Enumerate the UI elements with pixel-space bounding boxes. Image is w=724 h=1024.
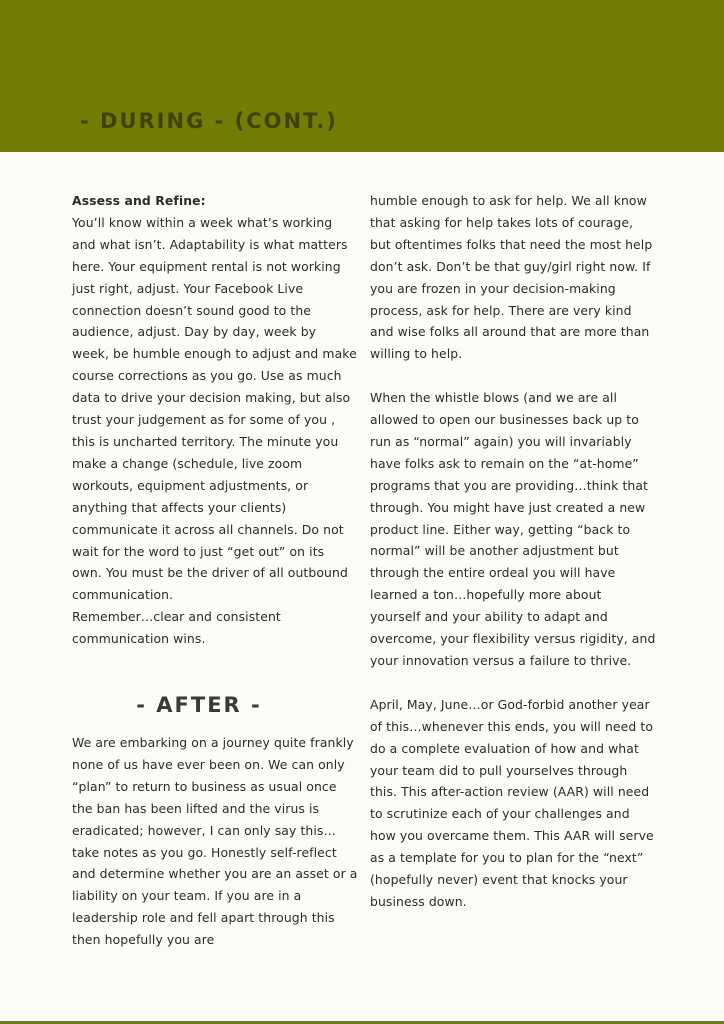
paragraph-after: We are embarking on a journey quite frankly none of us have ever been on. We can only “plan” to return to business as usual once the ban has been lifted and the virus is eradicated; however, I can only say this…take notes as you go. Honestly self-reflect and determine whether you are an asset or a liability on your team. If you are in a leadership role and fell apart through this then hopefully you are [72,735,358,948]
paragraph-communication-wins: Remember…clear and consistent communication wins. [72,609,281,647]
paragraph-after-action-review: April, May, June…or God-forbid another year of this…whenever this ends, you will need to do a complete evaluation of how and what your team did to pull yourselves through this. This after-action review (AAR) will need to scrutinize each of your challenges and how you overcame them. This AAR will serve as a template for you to plan for the “next” (hopefully never) event that knocks your business down. [370,696,654,909]
section-title: - DURING - (CONT.) [80,109,338,133]
paragraph-gap [370,365,656,387]
paragraph-gap [370,672,656,694]
after-heading: - AFTER - [136,693,262,717]
paragraph-whistle-blows: When the whistle blows (and we are all allowed to open our businesses back up to run as “normal” again) you will invariably have folks ask to remain on the “at-home” programs that you are providing…think that through. You might have just created a new product line. Either way, getting “back to normal” will be another adjustment but through the entire ordeal you will have learned a ton…hopefully more about yourself and your ability to adapt and overcome, your flexibility versus rigidity, and your innovation versus a failure to thrive. [370,390,656,669]
right-column [370,190,656,913]
paragraph-assess-refine: You’ll know within a week what’s working and what isn’t. Adaptability is what matters here. Your equipment rental is not working just right, adjust. Your Facebook Live connection doesn’t sound good to the audience, adjust. Day by day, week by week, be humble enough to adjust and make course corrections as you go. Use as much data to drive your decision making, but also trust your judgement as for some of you , this is uncharted territory. The minute you make a change (schedule, live zoom workouts, equipment adjustments, or anything that affects your clients) communicate it across all channels. Do not wait for the word to just “get out” on its own. You must be the driver of all outbound communication. [72,214,357,603]
left-column [72,190,357,650]
header-banner [0,0,724,152]
subheading-assess-refine: Assess and Refine: [72,193,206,208]
paragraph-ask-for-help: humble enough to ask for help. We all know that asking for help takes lots of courage, but oftentimes folks that need the most help don’t ask. Don’t be that guy/girl right now. If you are frozen in your decision-making process, ask for help. There are very kind and wise folks all around that are more than willing to help. [370,193,653,362]
